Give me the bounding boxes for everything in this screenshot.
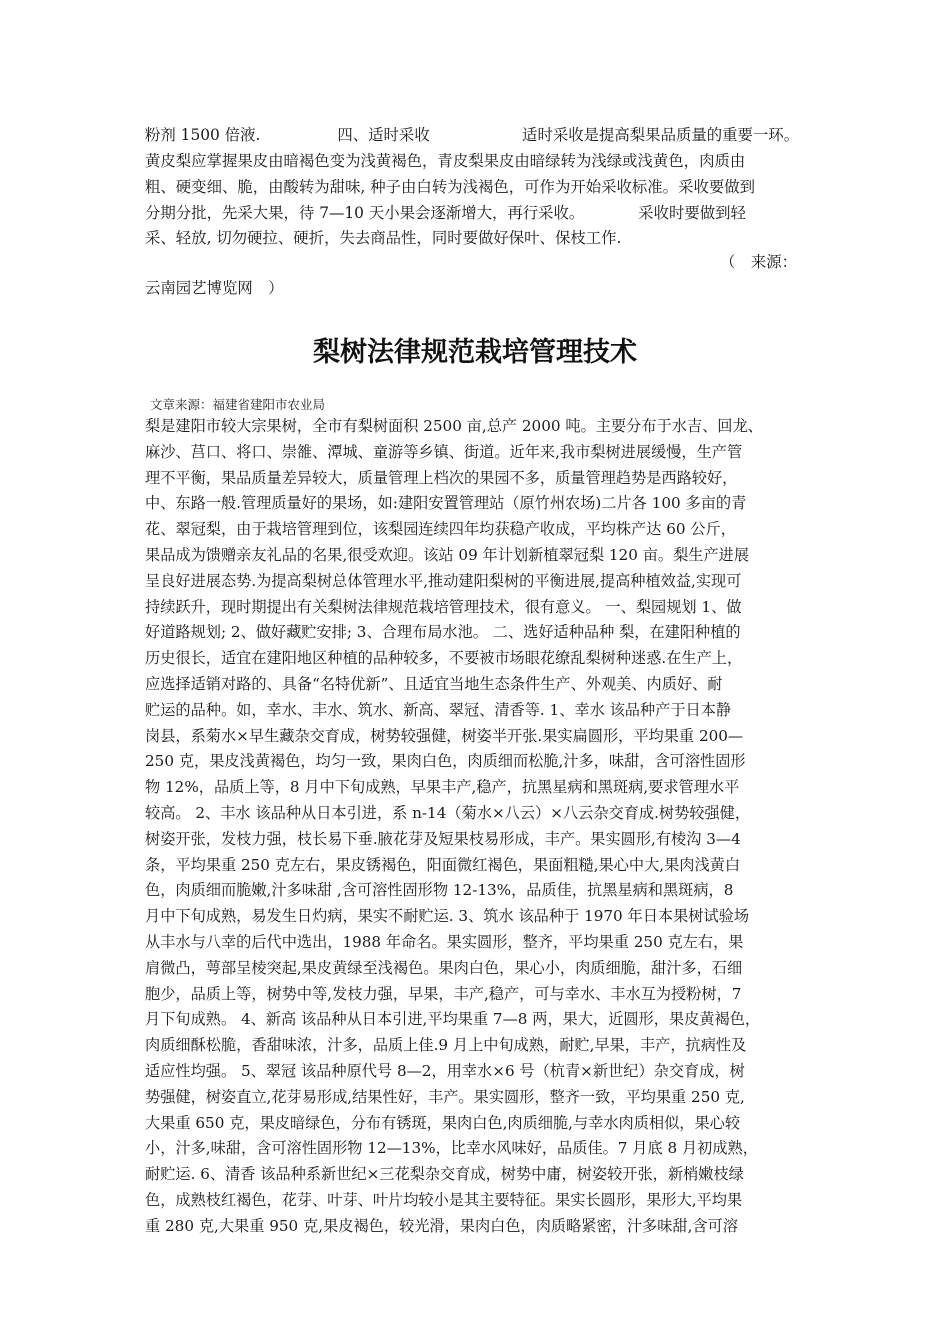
- body-line: 条，平均果重 250 克左右，果皮锈褐色，阳面微红褐色，果面粗糙,果心中大,果肉浅黄白: [145, 855, 741, 874]
- body-line: 势强健，树姿直立,花芽易形成,结果性好，丰产。果实圆形，整齐一致，平均果重 250 克,: [145, 1087, 745, 1106]
- intro-line: 粗、硬变细、脆，由酸转为甜味, 种子由白转为浅褐色，可作为开始采收标准。采收要做到: [145, 178, 756, 196]
- body-line: 理不平衡，果品质量差异较大，质量管理上档次的果园不多，质量管理趋势是西路较好，: [145, 468, 738, 487]
- body-line: 重 280 克,大果重 950 克,果皮褐色，较光滑，果肉白色，肉质略紧密，汁多味甜,含可溶: [145, 1216, 738, 1235]
- intro-line: 采、轻放, 切勿硬拉、硬折，失去商品性，同时要做好保叶、保枝工作.: [145, 229, 622, 247]
- body-line: 花、翠冠梨，由于栽培管理到位，该梨园连续四年均获稳产收成，平均株产达 60 公斤，: [145, 520, 736, 539]
- body-line: 色，肉质细而脆嫩,汁多味甜 ,含可溶性固形物 12-13%，品质佳，抗黑星病和黑斑病，8: [145, 881, 734, 900]
- body-line: 应选择适销对路的、具备“名特优新”、且适宜当地生态条件生产、外观美、内质好、耐: [145, 675, 723, 693]
- body-line: 肉质细酥松脆，香甜味浓，汁多，品质上佳.9 月上中旬成熟，耐贮,早果，丰产，抗病性及: [145, 1036, 747, 1055]
- intro-line: 黄皮梨应掌握果皮由暗褐色变为浅黄褐色，青皮梨果皮由暗绿转为浅绿或浅黄色，肉质由: [145, 152, 746, 170]
- article-source: 文章来源：福建省建阳市农业局: [150, 397, 326, 412]
- body-line: 胞少，品质上等，树势中等,发枝力强，早果，丰产,稳产，可与幸水、丰水互为授粉树，7: [145, 984, 742, 1003]
- body-line: 月下旬成熟。 4、新高 该品种从日本引进,平均果重 7—8 两，果大，近圆形，果皮黄褐色，: [145, 1010, 761, 1029]
- body-line: 较高。 2、丰水 该品种从日本引进，系 n-14（菊水×八云）×八云杂交育成.树势较强健，: [145, 804, 751, 822]
- body-line: 好道路规划; 2、做好藏贮安排; 3、合理布局水池。 二、选好适种品种 梨，在建阳种植的: [145, 623, 741, 642]
- body-line: 历史很长，适宜在建阳地区种植的品种较多，不要被市场眼花缭乱梨树种迷惑.在生产上，: [145, 649, 743, 668]
- body-line: 中、东路一般.管理质量好的果场，如:建阳安置管理站（原竹州农场)二片各 100 多亩的青: [145, 494, 747, 513]
- intro-line: 分期分批，先采大果，待 7—10 天小果会逐渐增大，再行采收。 采收时要做到轻: [145, 204, 746, 222]
- source-note: （ 来源：: [720, 253, 797, 271]
- body-line: 色，成熟枝红褐色，花芽、叶芽、叶片均较小是其主要特征。果实长圆形，果形大,平均果: [145, 1191, 743, 1209]
- body-line: 月中下旬成熟，易发生日灼病，果实不耐贮运. 3、筑水 该品种于 1970 年日本果树试验场: [145, 907, 750, 926]
- body-line: 250 克，果皮浅黄褐色，均匀一致，果肉白色，肉质细而松脆,汁多，味甜，含可溶性固形: [145, 752, 746, 771]
- body-line: 持续跃升，现时期提出有关梨树法律规范栽培管理技术，很有意义。 一、梨园规划 1、做: [145, 597, 742, 616]
- body-line: 适应性均强。 5、翠冠 该品种原代号 8—2，用幸水×6 号（杭青×新世纪）杂交育成，树: [145, 1062, 745, 1080]
- body-line: 贮运的品种。如，幸水、丰水、筑水、新高、翠冠、清香等. 1、幸水 该品种产于日本静: [145, 700, 732, 719]
- body-line: 小，汁多,味甜，含可溶性固形物 12—13%，比幸水风味好，品质佳。7 月底 8 月初成熟，: [145, 1139, 758, 1158]
- body-line: 梨是建阳市较大宗果树，全市有梨树面积 2500 亩,总产 2000 吨。主要分布于水吉、回龙、: [145, 417, 763, 435]
- body-line: 岗县，系菊水×早生藏杂交育成，树势较强健，树姿半开张.果实扁圆形，平均果重 200—: [145, 726, 744, 745]
- body-line: 呈良好进展态势.为提高梨树总体管理水平,推动建阳梨树的平衡进展,提高种植效益,实现可: [145, 571, 742, 590]
- body-line: 大果重 650 克，果皮暗绿色，分布有锈斑，果肉白色,肉质细脆,与幸水肉质相似，果心较: [145, 1113, 741, 1132]
- body-line: 树姿开张，发枝力强，枝长易下垂.腋花芽及短果枝易形成，丰产。果实圆形,有棱沟 3—4: [145, 829, 741, 848]
- intro-line: 粉剂 1500 倍液. 四、适时采收 适时采收是提高梨果品质量的重要一环。: [145, 126, 800, 144]
- body-line: 物 12%，品质上等，8 月中下旬成熟，早果丰产,稳产，抗黑星病和黑斑病,要求管理水平: [145, 778, 740, 797]
- article-title: 梨树法律规范栽培管理技术: [313, 337, 637, 368]
- body-line: 果品成为馈赠亲友礼品的名果,很受欢迎。该站 09 年计划新植翠冠梨 120 亩。梨生产进展: [145, 546, 750, 564]
- body-line: 耐贮运. 6、清香 该品种系新世纪×三花梨杂交育成，树势中庸，树姿较开张，新梢嫩枝绿: [145, 1165, 744, 1184]
- body-line: 麻沙、莒口、将口、崇雒、潭城、童游等乡镇、街道。近年来,我市梨树进展缓慢，生产管: [145, 442, 743, 461]
- source-name: 云南园艺博览网 ）: [145, 279, 284, 297]
- body-line: 从丰水与八幸的后代中选出，1988 年命名。果实圆形，整齐，平均果重 250 克左右，果: [145, 933, 744, 951]
- body-line: 肩微凸，萼部呈棱突起,果皮黄绿至浅褐色。果肉白色，果心小，肉质细脆，甜汁多，石细: [145, 958, 743, 977]
